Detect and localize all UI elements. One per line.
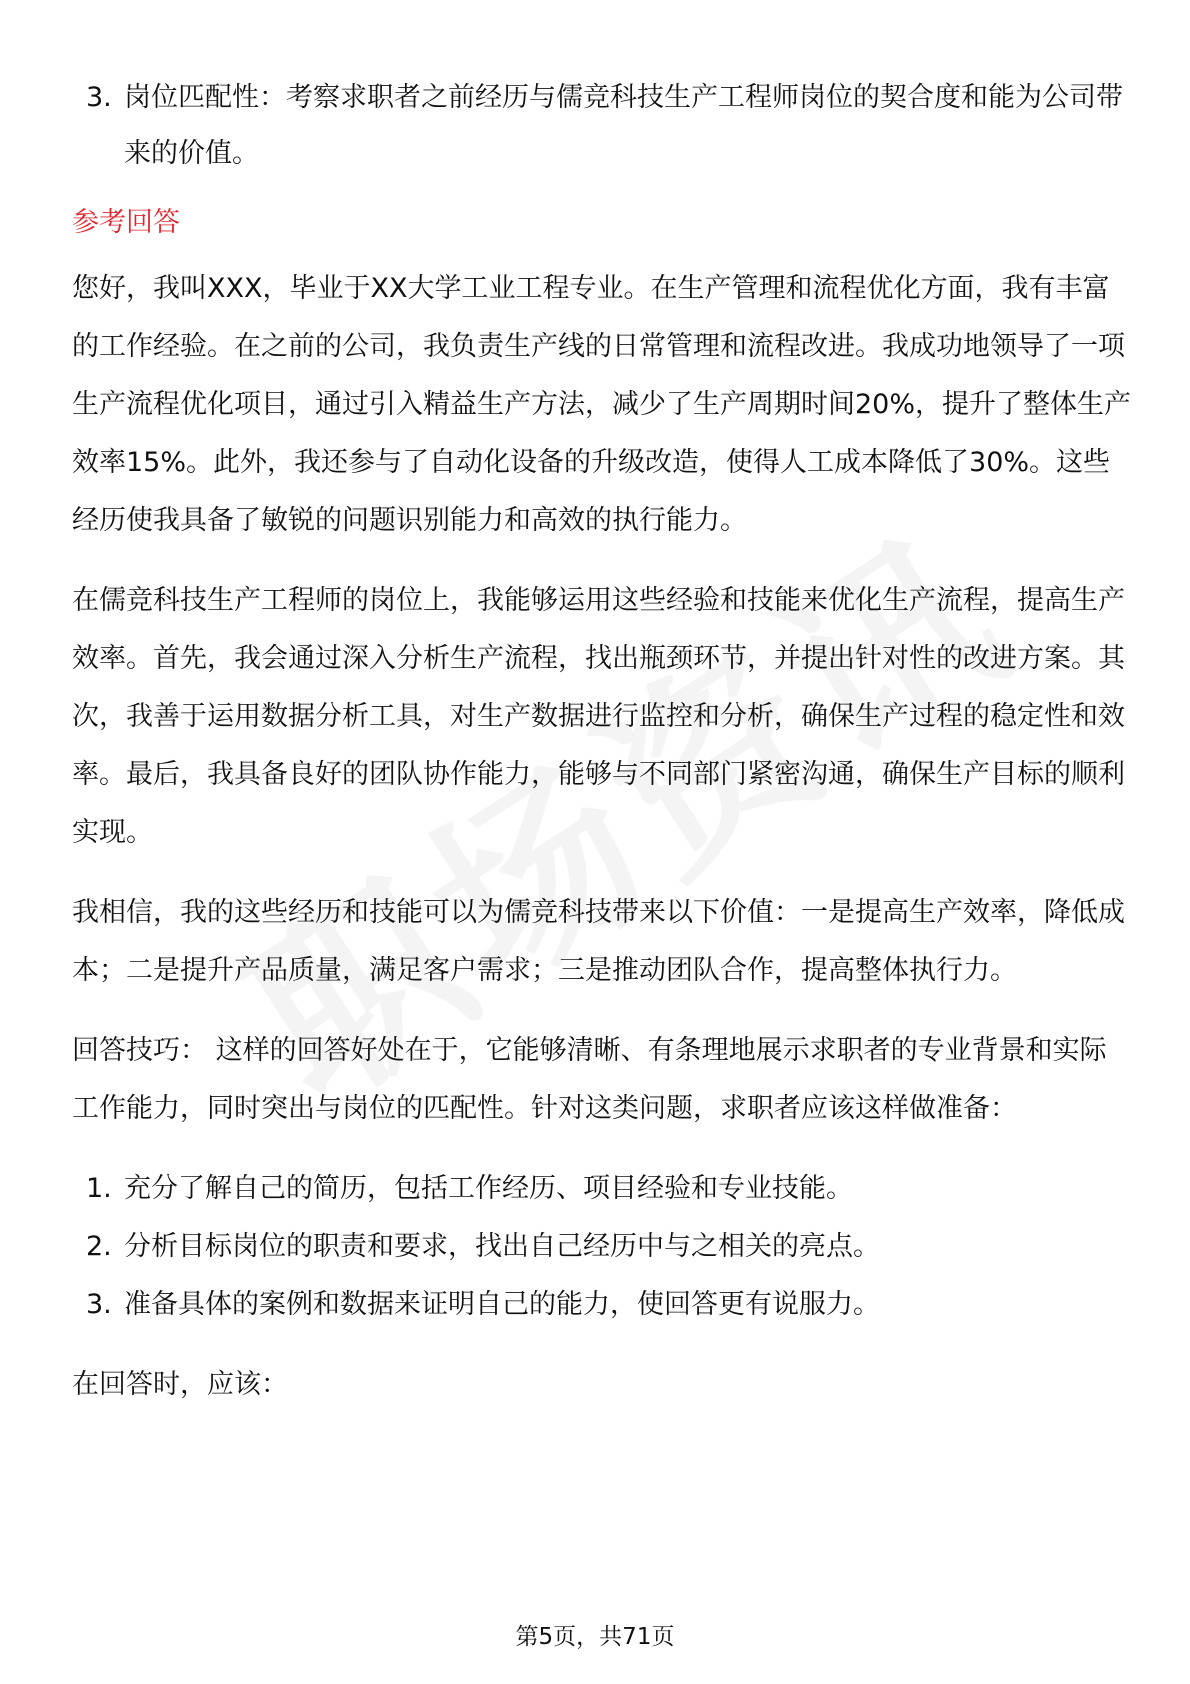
list-number: 2. [86,1231,112,1262]
list-text: 岗位匹配性：考察求职者之前经历与儒竞科技生产工程师岗位的契合度和能为公司带来的价值。 [124,82,1123,169]
list-number: 3. [86,82,112,113]
list-item [72,1218,1132,1276]
page-footer: 第5页，共71页 [515,1624,675,1650]
section-heading: 参考回答 [72,207,180,238]
list-item [72,1160,1132,1218]
list-text: 准备具体的案例和数据来证明自己的能力，使回答更有说服力。 [124,1289,880,1320]
list-item [72,70,1132,182]
tips-paragraph: 回答技巧： 这样的回答好处在于，它能够清晰、有条理地展示求职者的专业背景和实际工作能力，同时突出与岗位的匹配性。针对这类问题，求职者应该这样做准备： [72,1035,1107,1124]
answer-paragraph: 在儒竞科技生产工程师的岗位上，我能够运用这些经验和技能来优化生产流程，提高生产效率。首先，我会通过深入分析生产流程，找出瓶颈环节，并提出针对性的改进方案。其次，我善于运用数据分析工具，对生产数据进行监控和分析，确保生产过程的稳定性和效率。最后，我具备良好的团队协作能力，能够与不同部门紧密沟通，确保生产目标的顺利实现。 [72,585,1125,848]
answer-paragraph: 您好，我叫XXX，毕业于XX大学工业工程专业。在生产管理和流程优化方面，我有丰富的工作经验。在之前的公司，我负责生产线的日常管理和流程改进。我成功地领导了一项生产流程优化项目，通过引入精益生产方法，减少了生产周期时间20%，提升了整体生产效率15%。此外，我还参与了自动化设备的升级改造，使得人工成本降低了30%。这些经历使我具备了敏锐的问题识别能力和高效的执行能力。 [72,273,1132,536]
closing-line: 在回答时，应该： [72,1369,288,1400]
answer-paragraph: 我相信，我的这些经历和技能可以为儒竞科技带来以下价值：一是提高生产效率，降低成本；二是提升产品质量，满足客户需求；三是推动团队合作，提高整体执行力。 [72,897,1125,986]
document-content [72,70,1132,1414]
list-number: 1. [86,1173,112,1204]
list-number: 3. [86,1289,112,1320]
list-text: 分析目标岗位的职责和要求，找出自己经历中与之相关的亮点。 [124,1231,880,1262]
list-text: 充分了解自己的简历，包括工作经历、项目经验和专业技能。 [124,1173,853,1204]
list-item [72,1276,1132,1334]
tips-list [72,1160,1132,1334]
